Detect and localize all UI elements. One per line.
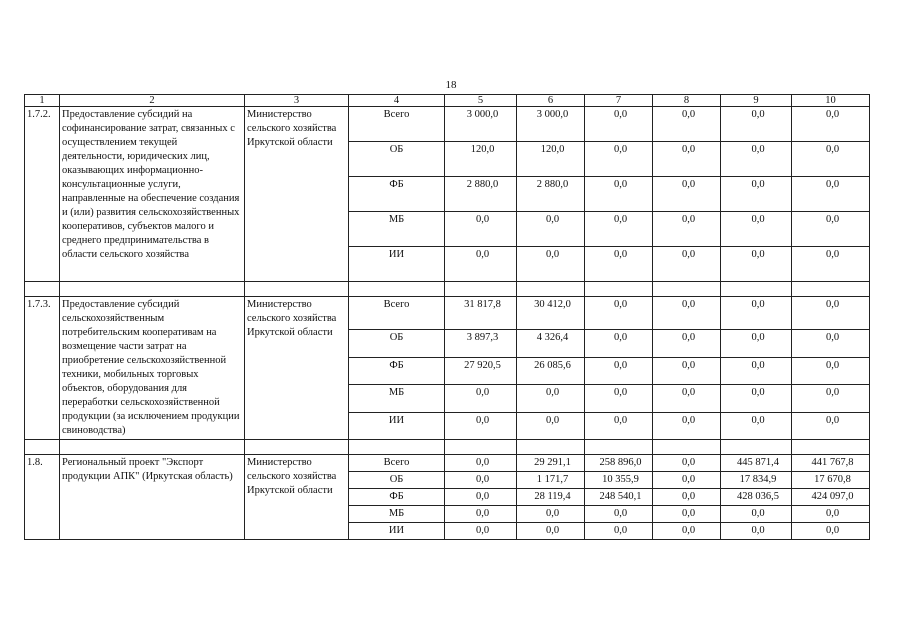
value-cell: 0,0 [445, 455, 517, 472]
separator-cell [25, 440, 60, 455]
separator-cell [721, 282, 792, 297]
value-cell: 0,0 [585, 297, 653, 330]
item-code: 1.8. [25, 455, 60, 540]
value-cell: 0,0 [721, 142, 792, 177]
funding-source: ОБ [349, 142, 445, 177]
value-cell: 0,0 [721, 506, 792, 523]
value-cell: 0,0 [792, 412, 870, 439]
item-name: Предоставление субсидий на софинансирование затрат, связанных с осуществлением текущей деятельности, юридических лиц, оказывающих информационно-консультационные услуги, направленные на обеспечение создания и (или) развития сельскохозяйственных кооперативов, субъектов малого и среднего предпринимательства в области сельского хозяйства [60, 107, 245, 282]
column-header-row [25, 95, 870, 107]
value-cell: 0,0 [585, 142, 653, 177]
value-cell: 0,0 [653, 297, 721, 330]
item-name: Предоставление субсидий сельскохозяйственным потребительским кооперативам на возмещение части затрат на приобретение сельскохозяйственной техники, мобильных торговых объектов, оборудования для переработки сельскохозяйственной продукции (за исключением продукции свиноводства) [60, 297, 245, 440]
funding-source: Всего [349, 455, 445, 472]
value-cell: 0,0 [653, 472, 721, 489]
value-cell: 441 767,8 [792, 455, 870, 472]
separator-cell [792, 440, 870, 455]
value-cell: 4 326,4 [517, 330, 585, 357]
value-cell: 0,0 [585, 247, 653, 282]
separator-cell [445, 282, 517, 297]
value-cell: 120,0 [517, 142, 585, 177]
value-cell: 0,0 [585, 412, 653, 439]
funding-source: ОБ [349, 330, 445, 357]
column-header-1: 1 [25, 95, 60, 107]
column-header-10: 10 [792, 95, 870, 107]
value-cell: 0,0 [721, 107, 792, 142]
value-cell: 0,0 [792, 523, 870, 540]
value-cell: 428 036,5 [721, 489, 792, 506]
responsible-executor: Министерство сельского хозяйства Иркутской области [245, 455, 349, 540]
column-header-9: 9 [721, 95, 792, 107]
value-cell: 0,0 [517, 506, 585, 523]
value-cell: 0,0 [653, 412, 721, 439]
funding-source: ИИ [349, 412, 445, 439]
value-cell: 0,0 [721, 412, 792, 439]
page-number: 18 [445, 79, 457, 91]
section-separator [25, 282, 870, 297]
funding-source: ФБ [349, 177, 445, 212]
value-cell: 0,0 [792, 212, 870, 247]
funding-source: ФБ [349, 489, 445, 506]
column-header-6: 6 [517, 95, 585, 107]
value-cell: 0,0 [653, 330, 721, 357]
separator-cell [60, 440, 245, 455]
value-cell: 0,0 [721, 247, 792, 282]
value-cell: 0,0 [721, 212, 792, 247]
value-cell: 30 412,0 [517, 297, 585, 330]
value-cell: 0,0 [721, 385, 792, 412]
value-cell: 0,0 [653, 247, 721, 282]
value-cell: 258 896,0 [585, 455, 653, 472]
column-header-5: 5 [445, 95, 517, 107]
funding-source: МБ [349, 385, 445, 412]
value-cell: 0,0 [517, 523, 585, 540]
value-cell: 0,0 [792, 142, 870, 177]
value-cell: 0,0 [653, 107, 721, 142]
funding-source: ОБ [349, 472, 445, 489]
responsible-executor: Министерство сельского хозяйства Иркутской области [245, 107, 349, 282]
value-cell: 0,0 [585, 330, 653, 357]
value-cell: 0,0 [585, 357, 653, 384]
funding-source: МБ [349, 212, 445, 247]
value-cell: 27 920,5 [445, 357, 517, 384]
separator-cell [792, 282, 870, 297]
item-code: 1.7.2. [25, 107, 60, 282]
value-cell: 0,0 [653, 177, 721, 212]
table-body [25, 107, 870, 540]
value-cell: 0,0 [445, 472, 517, 489]
budget-table [24, 94, 870, 540]
separator-cell [721, 440, 792, 455]
value-cell: 0,0 [517, 212, 585, 247]
separator-cell [517, 440, 585, 455]
separator-cell [653, 282, 721, 297]
value-cell: 0,0 [585, 385, 653, 412]
value-cell: 0,0 [792, 247, 870, 282]
value-cell: 0,0 [653, 506, 721, 523]
value-cell: 0,0 [517, 385, 585, 412]
value-cell: 17 834,9 [721, 472, 792, 489]
table-row [25, 107, 870, 142]
value-cell: 10 355,9 [585, 472, 653, 489]
column-header-2: 2 [60, 95, 245, 107]
value-cell: 445 871,4 [721, 455, 792, 472]
value-cell: 0,0 [792, 330, 870, 357]
separator-cell [585, 440, 653, 455]
value-cell: 248 540,1 [585, 489, 653, 506]
value-cell: 17 670,8 [792, 472, 870, 489]
value-cell: 0,0 [445, 385, 517, 412]
column-header-4: 4 [349, 95, 445, 107]
value-cell: 29 291,1 [517, 455, 585, 472]
value-cell: 0,0 [585, 107, 653, 142]
value-cell: 1 171,7 [517, 472, 585, 489]
column-header-7: 7 [585, 95, 653, 107]
value-cell: 0,0 [517, 412, 585, 439]
value-cell: 0,0 [792, 107, 870, 142]
value-cell: 28 119,4 [517, 489, 585, 506]
separator-cell [445, 440, 517, 455]
value-cell: 120,0 [445, 142, 517, 177]
value-cell: 0,0 [445, 212, 517, 247]
funding-source: Всего [349, 297, 445, 330]
funding-source: ФБ [349, 357, 445, 384]
separator-cell [653, 440, 721, 455]
section-separator [25, 440, 870, 455]
value-cell: 0,0 [653, 489, 721, 506]
value-cell: 0,0 [792, 385, 870, 412]
value-cell: 0,0 [721, 330, 792, 357]
funding-source: ИИ [349, 247, 445, 282]
value-cell: 0,0 [585, 506, 653, 523]
value-cell: 0,0 [653, 523, 721, 540]
value-cell: 0,0 [792, 297, 870, 330]
value-cell: 0,0 [792, 357, 870, 384]
value-cell: 2 880,0 [445, 177, 517, 212]
value-cell: 0,0 [585, 177, 653, 212]
value-cell: 424 097,0 [792, 489, 870, 506]
value-cell: 0,0 [792, 177, 870, 212]
value-cell: 0,0 [585, 523, 653, 540]
item-code: 1.7.3. [25, 297, 60, 440]
value-cell: 0,0 [721, 177, 792, 212]
value-cell: 0,0 [721, 297, 792, 330]
separator-cell [245, 282, 349, 297]
value-cell: 0,0 [653, 142, 721, 177]
value-cell: 0,0 [653, 357, 721, 384]
table-row [25, 297, 870, 330]
value-cell: 3 000,0 [517, 107, 585, 142]
value-cell: 26 085,6 [517, 357, 585, 384]
value-cell: 0,0 [445, 412, 517, 439]
funding-source: Всего [349, 107, 445, 142]
value-cell: 3 897,3 [445, 330, 517, 357]
table-row [25, 455, 870, 472]
item-name: Региональный проект "Экспорт продукции АПК" (Иркутская область) [60, 455, 245, 540]
value-cell: 0,0 [445, 489, 517, 506]
column-header-8: 8 [653, 95, 721, 107]
separator-cell [585, 282, 653, 297]
separator-cell [349, 440, 445, 455]
value-cell: 0,0 [653, 455, 721, 472]
value-cell: 0,0 [517, 247, 585, 282]
responsible-executor: Министерство сельского хозяйства Иркутской области [245, 297, 349, 440]
funding-source: МБ [349, 506, 445, 523]
funding-source: ИИ [349, 523, 445, 540]
value-cell: 0,0 [585, 212, 653, 247]
value-cell: 3 000,0 [445, 107, 517, 142]
value-cell: 0,0 [721, 523, 792, 540]
separator-cell [60, 282, 245, 297]
value-cell: 0,0 [445, 247, 517, 282]
value-cell: 0,0 [653, 385, 721, 412]
value-cell: 0,0 [721, 357, 792, 384]
value-cell: 0,0 [445, 506, 517, 523]
column-header-3: 3 [245, 95, 349, 107]
value-cell: 31 817,8 [445, 297, 517, 330]
value-cell: 0,0 [445, 523, 517, 540]
separator-cell [245, 440, 349, 455]
value-cell: 0,0 [653, 212, 721, 247]
separator-cell [349, 282, 445, 297]
separator-cell [25, 282, 60, 297]
separator-cell [517, 282, 585, 297]
value-cell: 2 880,0 [517, 177, 585, 212]
value-cell: 0,0 [792, 506, 870, 523]
